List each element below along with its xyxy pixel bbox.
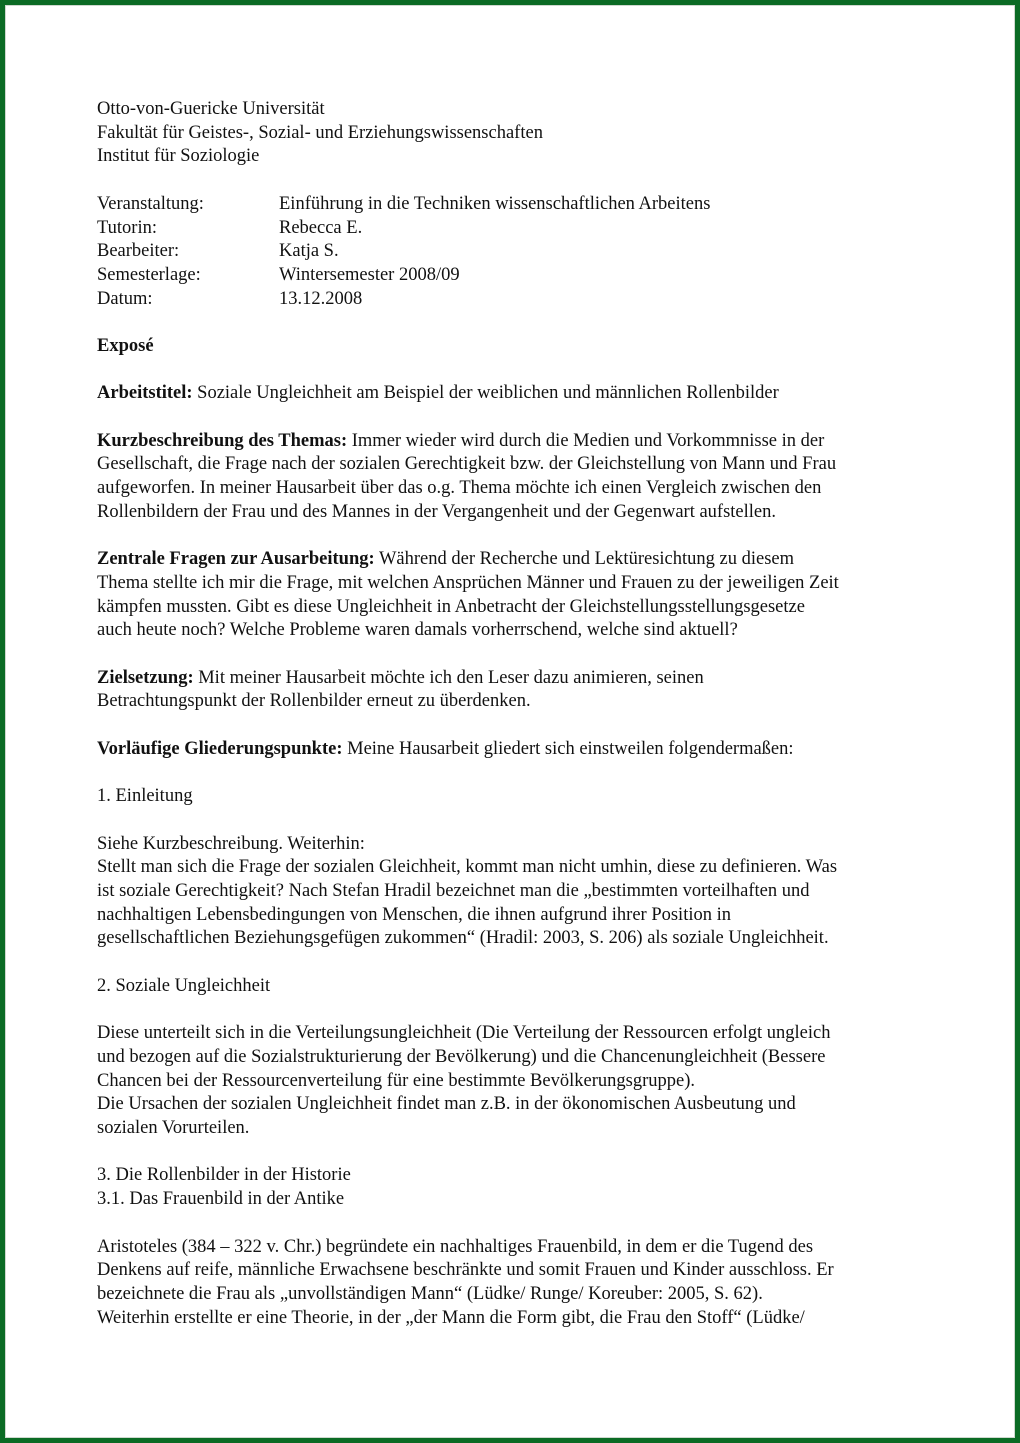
document-page bbox=[6, 6, 1014, 1437]
meta-row: Veranstaltung: Einführung in die Techniken wissenschaftlichen Arbeitens bbox=[97, 193, 711, 214]
meta-row: Semesterlage: Wintersemester 2008/09 bbox=[97, 264, 460, 285]
meta-row: Bearbeiter: Katja S. bbox=[97, 241, 339, 262]
section-heading: 3. Die Rollenbilder in der Historie bbox=[97, 1165, 351, 1186]
meta-row: Tutorin: Rebecca E. bbox=[97, 217, 363, 238]
faculty-name: Fakultät für Geistes-, Sozial- und Erziehungswissenschaften bbox=[97, 122, 543, 143]
section-2-text: Diese unterteilt sich in die Verteilungsungleichheit (Die Verteilung der Ressourcen erfolgt ungleich und bezogen auf die Sozialstrukturierung der Bevölkerung) und die Chancenungleichheit (Bessere Chancen bei der Ressourcenverteilung für eine bestimmte Bevölkerungsgruppe). Die Ursachen der sozialen Ungleichheit findet man z.B. in der ökonomischen Ausbeutung und sozialen Vorurteilen. bbox=[97, 1023, 831, 1139]
doc-title: Exposé bbox=[97, 336, 154, 356]
arbeitstitel: Arbeitstitel: Soziale Ungleichheit am Beispiel der weiblichen und männlichen Rollenbilder bbox=[97, 383, 779, 404]
section-1-text: Siehe Kurzbeschreibung. Weiterhin: Stellt man sich die Frage der sozialen Gleichheit, kommt man nicht umhin, diese zu definieren. Was ist soziale Gerechtigkeit? Nach Stefan Hradil bezeichnet man die „bestimmten vorteilhaften und nachhaltigen Lebensbedingungen von Menschen, die ihnen aufgrund ihrer Position in gesellschaftlichen Beziehungsgefügen zukommen“ (Hradil: 2003, S. 206) als soziale Ungleichheit. bbox=[97, 833, 838, 949]
section-heading: 1. Einleitung bbox=[97, 786, 193, 807]
section-heading: 2. Soziale Ungleichheit bbox=[97, 975, 271, 996]
meta-table bbox=[97, 193, 932, 312]
zielsetzung: Zielsetzung: Mit meiner Hausarbeit möchte ich den Leser dazu animieren, seinen Betrachtungspunkt der Rollenbilder erneut zu überdenken. bbox=[97, 667, 704, 712]
document-body bbox=[97, 98, 932, 1330]
zentrale-fragen: Zentrale Fragen zur Ausarbeitung: Während der Recherche und Lektüresichtung zu diesem Thema stellte ich mir die Frage, mit welchen Ansprüchen Männer und Frauen zu der jeweiligen Zeit kämpfen mussten. Gibt es diese Ungleichheit in Anbetracht der Gleichstellungsstellungsgesetze auch heute noch? Welche Probleme waren damals vorherrschend, welche sind aktuell? bbox=[97, 549, 839, 641]
gliederungspunkte: Vorläufige Gliederungspunkte: Meine Hausarbeit gliedert sich einstweilen folgendermaßen: bbox=[97, 738, 794, 759]
kurzbeschreibung: Kurzbeschreibung des Themas: Immer wieder wird durch die Medien und Vorkommnisse in der Gesellschaft, die Frage nach der sozialen Gerechtigkeit bzw. der Gleichstellung von Mann und Frau aufgeworfen. In meiner Hausarbeit über das o.g. Thema möchte ich einen Vergleich zwischen den Rollenbildern der Frau und des Mannes in der Vergangenheit und der Gegenwart aufstellen. bbox=[97, 430, 837, 522]
institute-name: Institut für Soziologie bbox=[97, 146, 260, 167]
university-name: Otto-von-Guericke Universität bbox=[97, 99, 325, 119]
section-3-text: Aristoteles (384 – 322 v. Chr.) begründete ein nachhaltiges Frauenbild, in dem er die Tugend des Denkens auf reife, männliche Erwachsene beschränkte und somit Frauen und Kinder ausschloss. Er bezeichnete die Frau als „unvollständigen Mann“ (Lüdke/ Runge/ Koreuber: 2005, S. 62). Weiterhin erstellte er eine Theorie, in der „der Mann die Form gibt, die Frau den Stoff“ (Lüdke/ bbox=[97, 1236, 834, 1328]
meta-row: Datum: 13.12.2008 bbox=[97, 288, 363, 309]
subsection-heading: 3.1. Das Frauenbild in der Antike bbox=[97, 1189, 345, 1210]
